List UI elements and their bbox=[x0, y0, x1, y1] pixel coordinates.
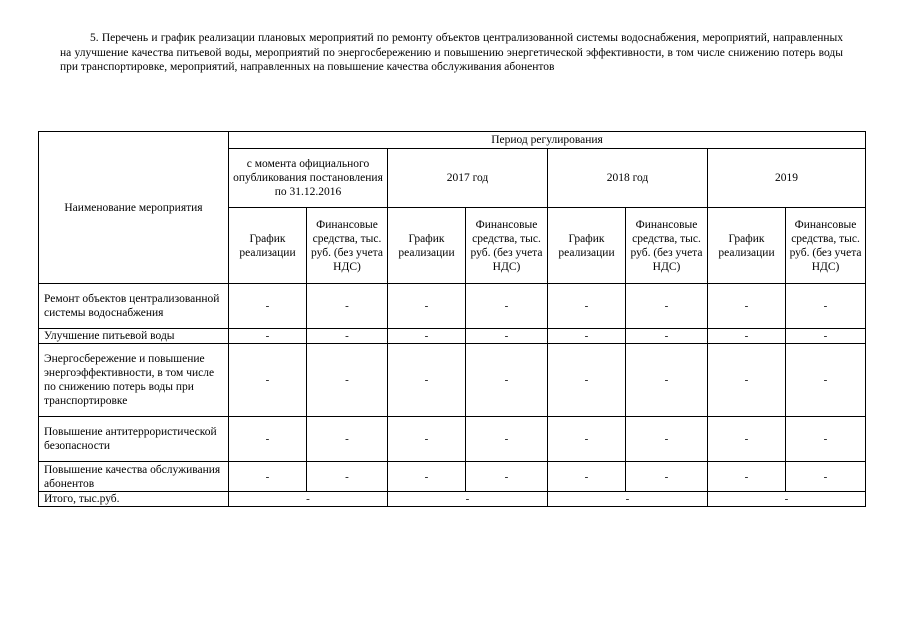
row-value: - bbox=[548, 344, 626, 417]
total-row bbox=[39, 492, 866, 507]
row-value: - bbox=[388, 462, 466, 492]
row-name: Повышение антитеррористической безопасности bbox=[39, 417, 229, 462]
section-heading: 5. Перечень и график реализации плановых мероприятий по ремонту объектов централизованной системы водоснабжения, мероприятий, направленных на улучшение качества питьевой воды, мероприятий по энергосбережению и повышению энергетической эффективности, в том числе снижению потерь воды при транспортировке, мероприятий, направленных на повышение качества обслуживания абонентов bbox=[60, 32, 843, 73]
table-row bbox=[39, 329, 866, 344]
row-value: - bbox=[229, 329, 307, 344]
period-header: 2017 год bbox=[388, 149, 548, 208]
total-value: - bbox=[229, 492, 388, 507]
row-name: Повышение качества обслуживания абонентов bbox=[39, 462, 229, 492]
row-value: - bbox=[466, 344, 548, 417]
row-value: - bbox=[626, 344, 708, 417]
row-value: - bbox=[786, 344, 866, 417]
row-name: Энергосбережение и повышение энергоэффективности, в том числе по снижению потерь воды при транспортировке bbox=[39, 344, 229, 417]
subheader-schedule: График реализации bbox=[388, 208, 466, 284]
row-value: - bbox=[786, 417, 866, 462]
row-value: - bbox=[307, 284, 388, 329]
row-value: - bbox=[626, 329, 708, 344]
period-header: с момента официального опубликования постановления по 31.12.2016 bbox=[229, 149, 388, 208]
row-value: - bbox=[548, 462, 626, 492]
row-value: - bbox=[466, 417, 548, 462]
subheader-schedule: График реализации bbox=[548, 208, 626, 284]
subheader-finance: Финансовые средства, тыс. руб. (без учета НДС) bbox=[626, 208, 708, 284]
row-value: - bbox=[307, 329, 388, 344]
row-value: - bbox=[708, 344, 786, 417]
subheader-finance: Финансовые средства, тыс. руб. (без учета НДС) bbox=[307, 208, 388, 284]
row-value: - bbox=[548, 329, 626, 344]
row-value: - bbox=[786, 329, 866, 344]
total-value: - bbox=[708, 492, 866, 507]
row-value: - bbox=[466, 462, 548, 492]
header-period: Период регулирования bbox=[229, 132, 866, 149]
row-value: - bbox=[786, 462, 866, 492]
subheader-schedule: График реализации bbox=[229, 208, 307, 284]
row-value: - bbox=[229, 417, 307, 462]
row-value: - bbox=[708, 329, 786, 344]
row-value: - bbox=[388, 284, 466, 329]
row-value: - bbox=[708, 284, 786, 329]
row-value: - bbox=[626, 284, 708, 329]
row-value: - bbox=[307, 417, 388, 462]
row-value: - bbox=[708, 417, 786, 462]
row-value: - bbox=[388, 417, 466, 462]
header-name: Наименование мероприятия bbox=[39, 132, 229, 284]
row-value: - bbox=[388, 329, 466, 344]
total-value: - bbox=[548, 492, 708, 507]
row-value: - bbox=[229, 284, 307, 329]
subheader-schedule: График реализации bbox=[708, 208, 786, 284]
row-value: - bbox=[229, 462, 307, 492]
table-row bbox=[39, 284, 866, 329]
row-value: - bbox=[307, 344, 388, 417]
total-value: - bbox=[388, 492, 548, 507]
row-name: Улучшение питьевой воды bbox=[39, 329, 229, 344]
row-value: - bbox=[548, 417, 626, 462]
row-value: - bbox=[388, 344, 466, 417]
row-value: - bbox=[708, 462, 786, 492]
table-row bbox=[39, 417, 866, 462]
table-row bbox=[39, 344, 866, 417]
row-name: Ремонт объектов централизованной системы водоснабжения bbox=[39, 284, 229, 329]
total-label: Итого, тыс.руб. bbox=[39, 492, 229, 507]
period-header: 2018 год bbox=[548, 149, 708, 208]
subheader-finance: Финансовые средства, тыс. руб. (без учета НДС) bbox=[786, 208, 866, 284]
row-value: - bbox=[626, 462, 708, 492]
row-value: - bbox=[786, 284, 866, 329]
table-row bbox=[39, 462, 866, 492]
row-value: - bbox=[307, 462, 388, 492]
row-value: - bbox=[548, 284, 626, 329]
row-value: - bbox=[229, 344, 307, 417]
plan-table bbox=[38, 131, 866, 507]
row-value: - bbox=[466, 329, 548, 344]
row-value: - bbox=[626, 417, 708, 462]
period-header: 2019 bbox=[708, 149, 866, 208]
row-value: - bbox=[466, 284, 548, 329]
subheader-finance: Финансовые средства, тыс. руб. (без учета НДС) bbox=[466, 208, 548, 284]
